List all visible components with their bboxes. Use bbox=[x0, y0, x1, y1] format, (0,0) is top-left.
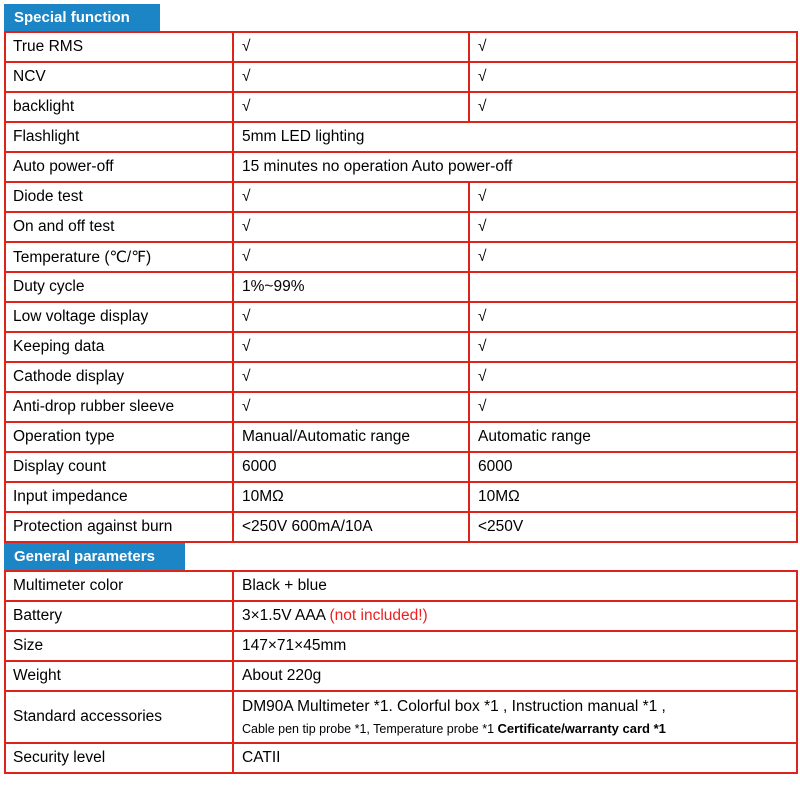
row-value-text: CATII bbox=[242, 749, 281, 766]
spec-row bbox=[5, 601, 797, 631]
row-label: Flashlight bbox=[5, 122, 233, 152]
spec-row bbox=[5, 122, 797, 152]
row-value: √ bbox=[233, 32, 469, 62]
row-value-text: About 220g bbox=[242, 667, 322, 684]
general-table-body bbox=[5, 571, 797, 773]
row-value bbox=[233, 571, 797, 601]
row-value-text: 147×71×45mm bbox=[242, 637, 347, 654]
spec-row bbox=[5, 242, 797, 272]
spec-row bbox=[5, 302, 797, 332]
row-value-text: 3×1.5V AAA bbox=[242, 607, 330, 624]
row-value: √ bbox=[233, 182, 469, 212]
spec-row bbox=[5, 152, 797, 182]
spec-row bbox=[5, 62, 797, 92]
row-value: √ bbox=[469, 32, 797, 62]
row-label: backlight bbox=[5, 92, 233, 122]
spec-row bbox=[5, 743, 797, 773]
row-label: Multimeter color bbox=[5, 571, 233, 601]
special-function-table bbox=[4, 31, 798, 543]
accessories-line2-bold: Certificate/warranty card *1 bbox=[497, 721, 666, 736]
section-header-special: Special function bbox=[4, 4, 160, 31]
general-parameters-table bbox=[4, 570, 798, 774]
row-value: Automatic range bbox=[469, 422, 797, 452]
row-value: 10MΩ bbox=[469, 482, 797, 512]
row-label: Cathode display bbox=[5, 362, 233, 392]
row-label: Auto power-off bbox=[5, 152, 233, 182]
spec-row bbox=[5, 512, 797, 542]
spec-row bbox=[5, 272, 797, 302]
row-value: <250V 600mA/10A bbox=[233, 512, 469, 542]
row-value bbox=[233, 691, 797, 743]
row-label: Standard accessories bbox=[5, 691, 233, 743]
spec-row bbox=[5, 631, 797, 661]
accessories-line2 bbox=[242, 721, 788, 736]
spec-row bbox=[5, 92, 797, 122]
accessories-line2-text: Cable pen tip probe *1, Temperature probe *1 bbox=[242, 722, 498, 736]
row-value: 10MΩ bbox=[233, 482, 469, 512]
row-value: √ bbox=[469, 92, 797, 122]
row-value: √ bbox=[469, 212, 797, 242]
row-value-span: 15 minutes no operation Auto power-off bbox=[233, 152, 797, 182]
row-value: √ bbox=[469, 62, 797, 92]
row-label: Duty cycle bbox=[5, 272, 233, 302]
row-value: √ bbox=[233, 392, 469, 422]
row-label: Size bbox=[5, 631, 233, 661]
row-value bbox=[233, 601, 797, 631]
spec-row bbox=[5, 422, 797, 452]
row-value: Manual/Automatic range bbox=[233, 422, 469, 452]
row-label: Security level bbox=[5, 743, 233, 773]
row-value: √ bbox=[469, 332, 797, 362]
special-table-body bbox=[5, 32, 797, 542]
row-value bbox=[233, 743, 797, 773]
row-value: √ bbox=[233, 212, 469, 242]
row-label: True RMS bbox=[5, 32, 233, 62]
spec-row bbox=[5, 661, 797, 691]
spec-row bbox=[5, 482, 797, 512]
row-value bbox=[469, 272, 797, 302]
row-value-text: Black + blue bbox=[242, 577, 327, 594]
row-label: Diode test bbox=[5, 182, 233, 212]
row-label: Weight bbox=[5, 661, 233, 691]
spec-row bbox=[5, 212, 797, 242]
row-value: √ bbox=[233, 62, 469, 92]
spec-row bbox=[5, 571, 797, 601]
row-label: Low voltage display bbox=[5, 302, 233, 332]
row-value bbox=[233, 631, 797, 661]
spec-row bbox=[5, 392, 797, 422]
row-value: √ bbox=[233, 362, 469, 392]
row-value: 6000 bbox=[233, 452, 469, 482]
row-label: Battery bbox=[5, 601, 233, 631]
row-label: Operation type bbox=[5, 422, 233, 452]
row-label: Temperature (℃/℉) bbox=[5, 242, 233, 272]
row-value-note: (not included!) bbox=[329, 607, 428, 624]
row-value: √ bbox=[233, 332, 469, 362]
row-label: Protection against burn bbox=[5, 512, 233, 542]
accessories-line1: DM90A Multimeter *1. Colorful box *1 , Instruction manual *1 , bbox=[242, 698, 666, 715]
row-label: Input impedance bbox=[5, 482, 233, 512]
spec-row bbox=[5, 332, 797, 362]
row-value bbox=[233, 661, 797, 691]
spec-row bbox=[5, 362, 797, 392]
row-label: Anti-drop rubber sleeve bbox=[5, 392, 233, 422]
row-value: √ bbox=[233, 242, 469, 272]
spec-row bbox=[5, 452, 797, 482]
row-value: √ bbox=[469, 242, 797, 272]
row-value: √ bbox=[469, 362, 797, 392]
row-label: Display count bbox=[5, 452, 233, 482]
row-value: √ bbox=[233, 302, 469, 332]
row-value: 1%~99% bbox=[233, 272, 469, 302]
spec-row bbox=[5, 691, 797, 743]
row-value: √ bbox=[469, 182, 797, 212]
spec-row bbox=[5, 32, 797, 62]
row-value: 6000 bbox=[469, 452, 797, 482]
row-label: On and off test bbox=[5, 212, 233, 242]
section-header-general: General parameters bbox=[4, 543, 185, 570]
spec-row bbox=[5, 182, 797, 212]
row-value: <250V bbox=[469, 512, 797, 542]
row-value: √ bbox=[469, 392, 797, 422]
row-value: √ bbox=[233, 92, 469, 122]
row-label: Keeping data bbox=[5, 332, 233, 362]
row-value: √ bbox=[469, 302, 797, 332]
row-label: NCV bbox=[5, 62, 233, 92]
row-value-span: 5mm LED lighting bbox=[233, 122, 797, 152]
